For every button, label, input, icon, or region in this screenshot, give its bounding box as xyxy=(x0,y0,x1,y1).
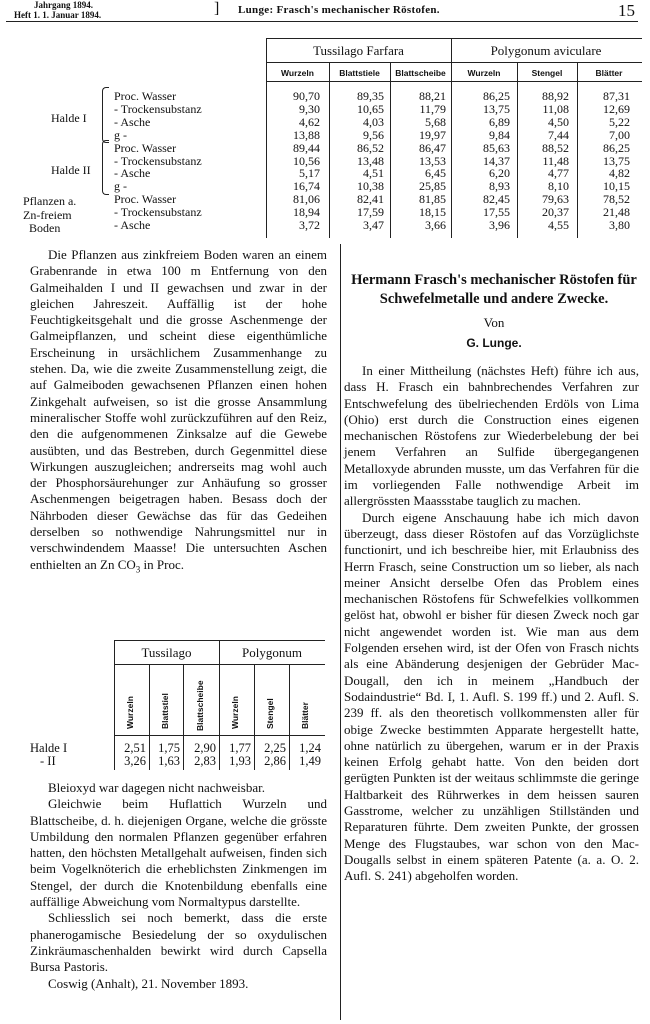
table1-cell: 5,68 xyxy=(425,114,446,129)
t1-col-blaetter: Blätter xyxy=(595,68,623,78)
table1-cell: 10,38 xyxy=(357,179,384,194)
table2-row xyxy=(0,754,340,767)
table1-cell: 7,44 xyxy=(548,127,569,142)
table1-cell: 5,17 xyxy=(299,166,320,181)
table1-row-label: - Trockensubstanz xyxy=(114,205,202,220)
table1-cell: 9,56 xyxy=(363,127,384,142)
table1-cell: 3,80 xyxy=(609,218,630,232)
table1-row xyxy=(0,141,650,154)
article-author: G. Lunge. xyxy=(466,336,522,350)
table1-cell: 81,06 xyxy=(293,192,320,207)
left-para-2: Bleioxyd war dagegen nicht nachweisbar. xyxy=(48,780,265,795)
bracket-mark: ] xyxy=(214,0,220,17)
table1-cell: 4,82 xyxy=(609,166,630,181)
table2-group-tussilago: Tussilago xyxy=(141,645,192,660)
left-column xyxy=(30,247,327,578)
table1-cell: 4,50 xyxy=(548,114,569,129)
table1-cell: 25,85 xyxy=(419,179,446,194)
t2-col-wurzeln-1: Wurzeln xyxy=(125,696,135,729)
table1-cell: 88,92 xyxy=(542,89,569,103)
table1-cell: 86,25 xyxy=(603,140,630,155)
group-halde-1: Halde I xyxy=(51,111,87,125)
group-zinkfrei-line2: Zn-freiem xyxy=(23,207,72,222)
table1-row xyxy=(0,102,650,115)
left-para-4: Schliesslich sei noch bemerkt, dass die erste phanerogamische Besiedelung der so oxydulischen Zinkräumaschenhalden bewirkt wird durch Capsella Bursa Pastoris. xyxy=(30,910,327,975)
t1-col-wurzeln-2: Wurzeln xyxy=(467,68,501,78)
table1-cell: 13,53 xyxy=(419,153,446,168)
table1-cell: 78,52 xyxy=(603,192,630,207)
table1-row-label: g - xyxy=(114,127,127,142)
table2-cell: 2,51 xyxy=(124,741,146,755)
article-para-2: Durch eigene Anschauung habe ich mich davon überzeugt, dass dieser Röstofen auf das Vorzüglichste functionirt, und ich beschreibe hier, mit Erlaubniss des Herrn Frasch, seine Construction um so lieber, als nach meiner Ansicht derselbe Ofen das Problem eines mechanischen Röstofens für Schwefelkies vollkommen gelöst hat, obwohl er bisher für diesen Zweck noch gar nicht angewendet worden ist. Wie man aus dem Folgenden ersehen wird, ist der Ofen von Frasch nichts als eine Abänderung desjenigen der Gebrüder Mac-Dougall, den ich in meinem „Handbuch der Sodaindustrie“ Bd. I, 1. Aufl. S. 199 ff.) und 2. Aufl. S. 239 ff. als den theoretisch vollkommensten aller für obige Zwecke bestimmten Apparate hergestellt hatte, ohne natürlich zu übergehen, warum er in der Praxis keinen Erfolg gehabt hatte. Von den beiden dort gerügten Punkten ist der weitaus schlimmste die geringe Haltbarkeit des Rührwerkes in dem heissen sauren Gasstrome, welcher zu unzähligen Stillständen und Reparaturen führte. Dem zweiten Punkte, der grossen Menge des Flugstaubes, war schon von den Mac-Dougalls selbst in einem späteren Patente (a. a. O. 2. Aufl. S. 241) abgeholfen worden. xyxy=(344,509,639,884)
table1-cell: 86,47 xyxy=(419,140,446,155)
t2-col-blaetter: Blätter xyxy=(300,702,310,729)
table1-row xyxy=(0,89,650,102)
table2-cell: 1,77 xyxy=(229,741,251,755)
table1-cell: 16,74 xyxy=(293,179,320,194)
table2-cell: 2,86 xyxy=(264,754,286,768)
table2-head-rule xyxy=(114,735,325,736)
table2-row-label: Halde I xyxy=(30,741,68,755)
table1-cell: 10,56 xyxy=(293,153,320,168)
table1-cell: 18,15 xyxy=(419,205,446,220)
table1-cell: 12,69 xyxy=(603,101,630,116)
table1-cell: 8,10 xyxy=(548,179,569,194)
table1-cell: 11,08 xyxy=(542,101,569,116)
table1-row xyxy=(0,166,650,179)
table1-row-label: - Trockensubstanz xyxy=(114,101,202,116)
table1-row-label: Proc. Wasser xyxy=(114,140,177,155)
signature-line: Coswig (Anhalt), 21. November 1893. xyxy=(48,975,249,991)
table1-cell: 13,48 xyxy=(357,153,384,168)
table1-cell: 6,45 xyxy=(425,166,446,181)
table1-cell: 4,03 xyxy=(363,114,384,129)
left-column-lower xyxy=(30,780,327,992)
table2-group-polygonum: Polygonum xyxy=(242,645,302,660)
table1-cell: 7,00 xyxy=(609,127,630,142)
table1-mid-rule xyxy=(266,62,642,63)
table1-cell: 14,37 xyxy=(483,153,510,168)
table2-cell: 2,90 xyxy=(194,741,216,755)
article-para-1: In einer Mittheilung (nächstes Heft) führe ich aus, dass H. Frasch ein bahnbrechendes Verfahren zur Entschwefelung des übelriechenden Erdöls von Lima (Ohio) erst durch die Construction eines eigenen mechanischen Röstofens zur Wiederbelebung der bei jenem Verfahren an Sulfide übergegangenen Metalloxyde abrunden musste, um das Verfahren für die im vorliegenden Falle nothwendige Arbeit im allergrössten Maassstabe tauglich zu machen. xyxy=(344,363,639,509)
right-column xyxy=(344,363,639,885)
table1-row xyxy=(0,192,650,205)
table2-row xyxy=(0,741,340,754)
table1-cell: 79,63 xyxy=(542,192,569,207)
table1-top-rule xyxy=(266,38,642,39)
running-title: Lunge: Frasch's mechanischer Röstofen. xyxy=(238,4,440,16)
table1-cell: 4,51 xyxy=(363,166,384,181)
t1-col-stengel: Stengel xyxy=(531,68,563,78)
table1-cell: 6,20 xyxy=(489,166,510,181)
table1-cell: 88,52 xyxy=(542,140,569,155)
table1-cell: 8,93 xyxy=(489,179,510,194)
group-zinkfrei-line1: Pflanzen a. xyxy=(23,194,77,208)
table1-cell: 10,65 xyxy=(357,101,384,116)
table1-cell: 6,89 xyxy=(489,114,510,129)
left-para-3: Gleichwie beim Huflattich Wurzeln und Blattscheibe, d. h. diejenigen Organe, welche die grösste Umbildung den normalen Pflanzen gegenüber erfahren hatten, den höchsten Metallgehalt aufweisen, finden sich beim Vogelknöterich die erheblichsten Zinkmengen im Stengel, der durch die Knotenbildung ebenfalls eine auffällige Abweichung vom Normaltypus darstellte. xyxy=(30,796,327,910)
table1-row-label: - Trockensubstanz xyxy=(114,153,202,168)
table1-cell: 3,96 xyxy=(489,218,510,232)
t2-col-wurzeln-2: Wurzeln xyxy=(230,696,240,729)
t1-col-wurzeln-1: Wurzeln xyxy=(281,68,314,78)
table1-cell: 90,70 xyxy=(293,89,320,103)
t2-col-blattstiel: Blattstiel xyxy=(160,693,170,729)
table1-head-rule xyxy=(266,81,642,82)
table1-group-polygonum: Polygonum aviculare xyxy=(490,43,602,58)
table2-cell: 1,24 xyxy=(299,741,321,755)
table2-cell: 1,49 xyxy=(299,754,321,768)
table1-row xyxy=(0,115,650,128)
table1-cell: 3,72 xyxy=(299,218,320,232)
t2-col-stengel: Stengel xyxy=(265,698,275,729)
table1-cell: 87,31 xyxy=(603,89,630,103)
table2-cell: 2,83 xyxy=(194,754,216,768)
table1-cell: 13,75 xyxy=(483,101,510,116)
table1-cell: 82,41 xyxy=(357,192,384,207)
table1-group-tussilago: Tussilago Farfara xyxy=(313,43,404,58)
table1-row-label: Proc. Wasser xyxy=(114,89,177,103)
table2-mid-rule xyxy=(114,664,325,665)
table1-row-label: - Asche xyxy=(114,166,151,181)
table1-cell: 88,21 xyxy=(419,89,446,103)
group-zinkfrei-line3: Boden xyxy=(29,221,61,235)
table1-cell: 86,52 xyxy=(357,140,384,155)
table1-cell: 89,44 xyxy=(293,140,320,155)
table1-cell: 20,37 xyxy=(542,205,569,220)
table1-row-label: - Asche xyxy=(114,218,151,232)
table1-cell: 9,84 xyxy=(489,127,510,142)
t1-col-blattstiele: Blattstiele xyxy=(339,68,380,78)
table1-cell: 3,66 xyxy=(425,218,446,232)
group-halde-2: Halde II xyxy=(51,163,91,177)
page-number: 15 xyxy=(618,1,635,20)
column-divider xyxy=(340,244,341,1020)
table2-cell: 1,75 xyxy=(158,741,180,755)
table1-row xyxy=(0,154,650,167)
table1-cell: 11,48 xyxy=(542,153,569,168)
table1-row xyxy=(0,205,650,218)
table1-cell: 4,55 xyxy=(548,218,569,232)
table1-row-label: g - xyxy=(114,179,127,194)
table1-cell: 18,94 xyxy=(293,205,320,220)
journal-issue xyxy=(14,0,101,20)
table2-cell: 3,26 xyxy=(124,754,146,768)
table1-cell: 21,48 xyxy=(603,205,630,220)
article-by: Von xyxy=(483,315,505,330)
table1-cell: 11,79 xyxy=(419,101,446,116)
table1-cell: 5,22 xyxy=(609,114,630,129)
left-para-1: Die Pflanzen aus zinkfreiem Boden waren an einem Grabenrande in etwa 100 m Entfernung von den Galmeihalden I und II gewachsen und zwar in der gleichen Jahreszeit. Auffällig ist der hohe Feuchtigkeitsgehalt und die grosse Aschenmenge der Galmeipflanzen, und scheint diese eigenthümliche Erscheinung in ursächlichem Zusammenhange zu stehen. Da, wie die zweite Zusammenstellung zeigt, die auf Galmeiboden gewachsenen Pflanzen einen hohen Zinkgehalt aufweisen, so ist die grosse Ansammlung mineralischer Stoffe wohl zurückzuführen auf den Reiz, den die aufgenommenen Zinksalze auf die Gewebe ausübten, und das Bestreben, durch Gegenmittel diese Wirkungen auszugleichen; andrerseits mag wohl auch der Phosphorsäurehunger zur Anhäufung so grosser Aschenmengen beigetragen haben. Besass doch der Nährboden dieser Gewächse das für das Gedeihen derselben so nothwendige Nahrungsmittel nur in verschwindendem Maasse! Die untersuchten Aschen enthielten an Zn $CO_3$ in Proc. xyxy=(30,247,327,575)
table1-cell: 10,15 xyxy=(603,179,630,194)
table1-row-label: - Asche xyxy=(114,114,151,129)
table1-cell: 89,35 xyxy=(357,89,384,103)
table2-cell: 1,63 xyxy=(158,754,180,768)
table1-row xyxy=(0,128,650,141)
table1-cell: 82,45 xyxy=(483,192,510,207)
table1-cell: 86,25 xyxy=(483,89,510,103)
table1-row-label: Proc. Wasser xyxy=(114,192,177,207)
table1-cell: 13,88 xyxy=(293,127,320,142)
journal-year: Jahrgang 1894. xyxy=(34,0,94,10)
table1-cell: 13,75 xyxy=(603,153,630,168)
table2-cell: 1,93 xyxy=(229,754,251,768)
table1-cell: 19,97 xyxy=(419,127,446,142)
t1-col-blattscheibe: Blattscheibe xyxy=(395,68,446,78)
t2-col-blattscheibe: Blattscheibe xyxy=(195,680,205,731)
table1-cell: 17,59 xyxy=(357,205,384,220)
table1-row xyxy=(0,218,650,231)
table1-row xyxy=(0,179,650,192)
table1-cell: 85,63 xyxy=(483,140,510,155)
table2-cell: 2,25 xyxy=(264,741,286,755)
table1-cell: 9,30 xyxy=(299,101,320,116)
article-title: Hermann Frasch's mechanischer Röstofen für Schwefelmetalle und andere Zwecke. xyxy=(351,272,637,307)
table1-cell: 81,85 xyxy=(419,192,446,207)
table1-cell: 4,77 xyxy=(548,166,569,181)
table1-cell: 3,47 xyxy=(363,218,384,232)
table1-cell: 17,55 xyxy=(483,205,510,220)
table2-row-label: - II xyxy=(40,754,56,768)
table1-cell: 4,62 xyxy=(299,114,320,129)
header-rule xyxy=(6,21,638,22)
journal-heft: Heft 1. 1. Januar 1894. xyxy=(14,10,102,20)
